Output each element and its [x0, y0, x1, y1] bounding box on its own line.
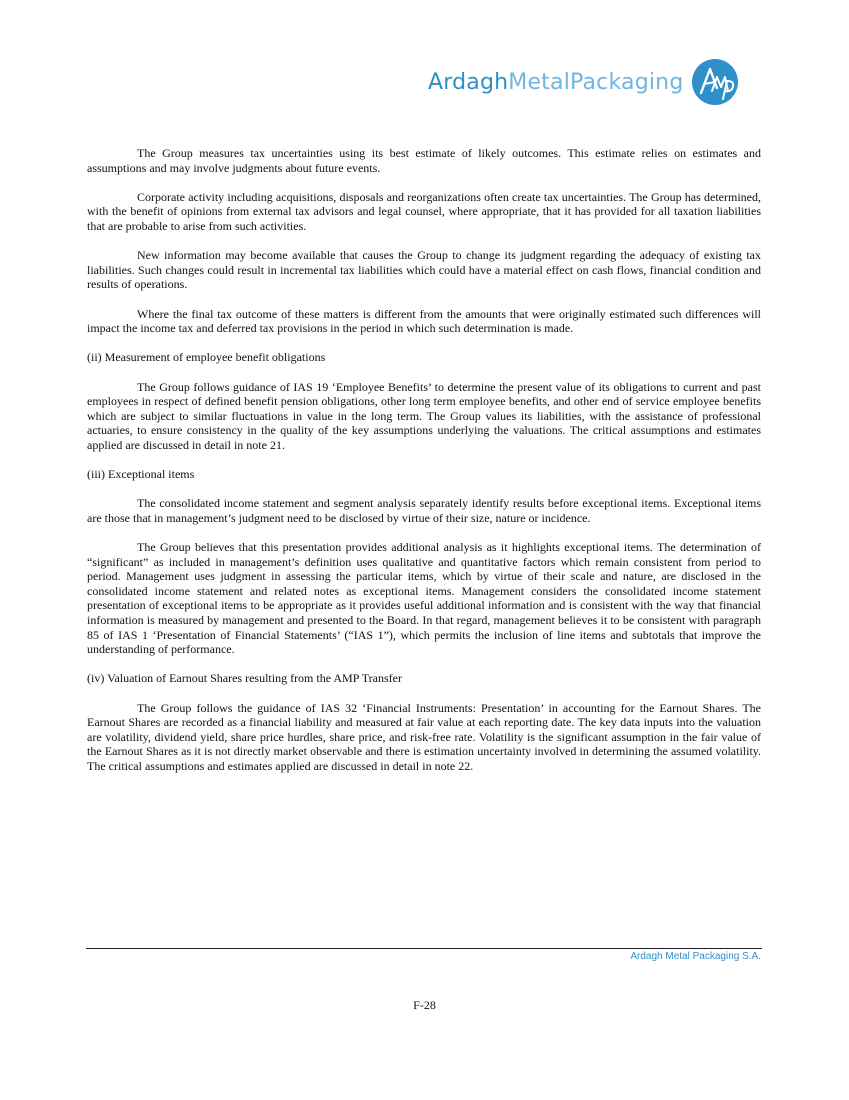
company-logo [428, 54, 740, 110]
paragraph-ias32: The Group follows the guidance of IAS 32 ‘Financial Instruments: Presentation’ in accounting for the Earnout Shares. The Earnout Shares are recorded as a financial liability and measured at fair value at each reporting date. The key data inputs into the valuation are volatility, dividend yield, share price hurdles, share price, and risk-free rate. Volatility is the significant assumption in the fair value of the Earnout Shares as it is not directly market observable and there is estimation uncertainty involved in determining the assumed volatility. The critical assumptions and estimates applied are discussed in detail in note 22. [87, 700, 761, 773]
section-heading-employee-benefits: (ii) Measurement of employee benefit obligations [87, 350, 326, 365]
paragraph-ias19: The Group follows guidance of IAS 19 ‘Employee Benefits’ to determine the present value of its obligations to current and past employees in respect of defined benefit pension obligations, other long term employee benefits, and other end of service employee benefits which are subject to similar fluctuations in value in the long term. The Group values its liabilities, with the assistance of professional actuaries, to ensure consistency in the quality of the key assumptions underlying the valuations. The critical assumptions and estimates applied are discussed in detail in note 21. [87, 379, 761, 452]
logo-word-ardagh: Ardagh [428, 69, 509, 95]
amp-monogram-icon [690, 57, 740, 107]
section-heading-earnout-shares: (iv) Valuation of Earnout Shares resulting from the AMP Transfer [87, 671, 402, 686]
logo-word-packaging: Packaging [570, 69, 684, 95]
section-heading-exceptional-items: (iii) Exceptional items [87, 467, 195, 482]
paragraph-tax-estimates: The Group measures tax uncertainties using its best estimate of likely outcomes. This estimate relies on estimates and assumptions and may involve judgments about future events. [87, 146, 761, 175]
footer-divider [86, 948, 762, 949]
logo-word-metal: Metal [508, 69, 571, 95]
logo-wordmark [428, 70, 684, 95]
paragraph-corporate-activity: Corporate activity including acquisitions, disposals and reorganizations often create tax uncertainties. The Group has determined, with the benefit of opinions from external tax advisors and legal counsel, where appropriate, that it has provided for all taxation liabilities that are probable to arise from such activities. [87, 189, 761, 233]
paragraph-exceptional-items-presentation: The Group believes that this presentation provides additional analysis as it highlights exceptional items. The determination of “significant” as included in management’s definition uses qualitative and quantitative factors which remain consistent from period to period. Management uses judgment in assessing the particular items, which by virtue of their scale and nature, are disclosed in the consolidated income statement and related notes as exceptional items. Management considers the consolidated income statement presentation of exceptional items to be appropriate as it provides useful additional information and is consistent with the way that financial information is measured by management and presented to the Board. In that regard, management believes it to be consistent with paragraph 85 of IAS 1 ‘Presentation of Financial Statements’ (“IAS 1”), which permits the inclusion of line items and subtotals that improve the understanding of performance. [87, 540, 761, 657]
footer-company-name: Ardagh Metal Packaging S.A. [630, 951, 761, 962]
page-number: F-28 [413, 998, 436, 1012]
paragraph-exceptional-items-definition: The consolidated income statement and segment analysis separately identify results before exceptional items. Exceptional items are those that in management’s judgment need to be disclosed by virtue of their size, nature or incidence. [87, 496, 761, 525]
paragraph-new-information: New information may become available that causes the Group to change its judgment regarding the adequacy of existing tax liabilities. Such changes could result in incremental tax liabilities which could have a material effect on cash flows, financial condition and results of operations. [87, 248, 761, 292]
document-body [87, 146, 761, 788]
paragraph-final-tax-outcome: Where the final tax outcome of these matters is different from the amounts that were originally estimated such differences will impact the income tax and deferred tax provisions in the period in which such determination is made. [87, 306, 761, 336]
